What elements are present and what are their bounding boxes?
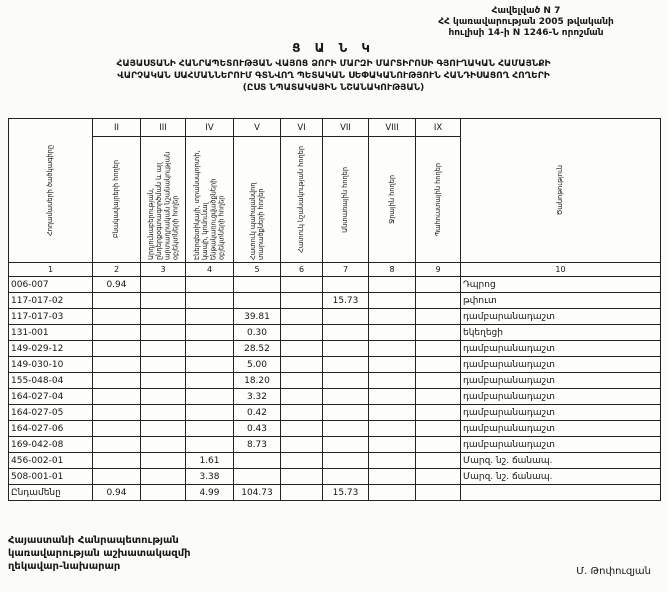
area-value-cell: 18.20 <box>234 373 281 389</box>
area-value-cell: 0.42 <box>234 405 281 421</box>
note-cell: դամբարանադաշտ <box>461 389 661 405</box>
area-value-cell <box>93 309 141 325</box>
note-cell: դամբարանադաշտ <box>461 357 661 373</box>
area-value-cell: 0.30 <box>234 325 281 341</box>
area-value-cell <box>141 437 186 453</box>
table-row <box>9 277 661 293</box>
area-value-cell: 39.81 <box>234 309 281 325</box>
roman-numeral: VII <box>323 119 369 137</box>
header-category <box>323 137 369 263</box>
column-number: 10 <box>461 263 661 277</box>
area-value-cell <box>369 357 416 373</box>
roman-numeral: IV <box>186 119 234 137</box>
area-value-cell <box>93 357 141 373</box>
area-value-cell: 3.38 <box>186 469 234 485</box>
header-category <box>369 137 416 263</box>
area-value-cell <box>369 421 416 437</box>
header-category-label: Ջրային հողեր <box>387 175 396 224</box>
header-category-label: Անտառային հողեր <box>341 166 350 233</box>
subtitle-line: (ԸՍՏ ՆՊԱՏԱԿԱՅԻՆ ՆՇԱՆԱԿՈՒԹՅԱՆ) <box>242 83 425 94</box>
area-value-cell <box>416 389 461 405</box>
area-value-cell <box>234 293 281 309</box>
header-category <box>416 137 461 263</box>
area-value-cell <box>369 277 416 293</box>
header-category <box>141 137 186 263</box>
column-number-row <box>9 263 661 277</box>
area-value-cell <box>186 405 234 421</box>
column-number: 6 <box>281 263 323 277</box>
parcel-code-cell: 508-001-01 <box>9 469 93 485</box>
area-value-cell <box>186 309 234 325</box>
area-value-cell <box>416 485 461 501</box>
parcel-code-cell: 164-027-05 <box>9 405 93 421</box>
table-body <box>9 277 661 501</box>
area-value-cell <box>323 405 369 421</box>
total-label-cell: Ընդամենը <box>9 485 93 501</box>
table-row <box>9 293 661 309</box>
area-value-cell <box>186 293 234 309</box>
area-value-cell <box>234 453 281 469</box>
note-cell: եկեղեցի <box>461 325 661 341</box>
roman-numeral: VI <box>281 119 323 137</box>
area-value-cell <box>416 405 461 421</box>
column-number: 5 <box>234 263 281 277</box>
table-row <box>9 437 661 453</box>
area-value-cell <box>186 421 234 437</box>
note-cell: Դպրոց <box>461 277 661 293</box>
table-row <box>9 357 661 373</box>
issuer-block <box>8 534 328 573</box>
area-value-cell <box>323 373 369 389</box>
roman-numeral-row <box>9 119 661 137</box>
header-category <box>234 137 281 263</box>
table-row <box>9 309 661 325</box>
parcel-code-cell: 117-017-02 <box>9 293 93 309</box>
area-value-cell <box>281 453 323 469</box>
parcel-code-cell: 164-027-06 <box>9 421 93 437</box>
area-value-cell <box>141 421 186 437</box>
table-row <box>9 421 661 437</box>
area-value-cell <box>369 293 416 309</box>
roman-numeral: IX <box>416 119 461 137</box>
note-cell: Մարզ. նշ. ճանապ. <box>461 469 661 485</box>
area-value-cell <box>323 341 369 357</box>
parcel-code-cell: 456-002-01 <box>9 453 93 469</box>
area-value-cell <box>416 469 461 485</box>
area-value-cell <box>416 357 461 373</box>
header-parcel-code-label: Հողամասերի ծածկագիրը <box>46 144 55 237</box>
area-value-cell: 3.32 <box>234 389 281 405</box>
area-value-cell <box>234 469 281 485</box>
area-value-cell <box>141 389 186 405</box>
area-value-cell: 8.73 <box>234 437 281 453</box>
land-parcels-table <box>8 118 661 501</box>
area-value-cell <box>281 421 323 437</box>
area-value-cell <box>416 325 461 341</box>
area-value-cell <box>141 485 186 501</box>
area-value-cell <box>416 277 461 293</box>
area-value-cell <box>141 373 186 389</box>
parcel-code-cell: 164-027-04 <box>9 389 93 405</box>
parcel-code-cell: 169-042-08 <box>9 437 93 453</box>
area-value-cell <box>323 325 369 341</box>
area-value-cell <box>369 469 416 485</box>
area-value-cell <box>93 469 141 485</box>
parcel-code-cell: 149-030-10 <box>9 357 93 373</box>
area-value-cell <box>369 373 416 389</box>
area-value-cell <box>281 357 323 373</box>
area-value-cell <box>141 277 186 293</box>
subtitle-line: ՎԱՐՉԱԿԱՆ ՍԱՀՄԱՆՆԵՐՈՒՄ ԳՏՆՎՈՂ ՊԵՏԱԿԱՆ ՍԵՓԱԿԱՆՈՒԹՅՈՒՆ ՀԱՆԴԻՍԱՑՈՂ ՀՈՂԵՐԻ <box>117 71 550 82</box>
area-value-cell <box>281 341 323 357</box>
total-row <box>9 485 661 501</box>
appendix-block <box>391 6 661 39</box>
area-value-cell <box>141 453 186 469</box>
note-cell: դամբարանադաշտ <box>461 373 661 389</box>
area-value-cell <box>416 453 461 469</box>
area-value-cell <box>369 389 416 405</box>
area-value-cell <box>234 277 281 293</box>
header-category-label: Բնակավայրերի հողեր <box>112 160 121 239</box>
area-value-cell <box>369 325 416 341</box>
area-value-cell <box>93 341 141 357</box>
roman-numeral: III <box>141 119 186 137</box>
parcel-code-cell: 149-029-12 <box>9 341 93 357</box>
area-value-cell <box>93 405 141 421</box>
area-value-cell <box>323 437 369 453</box>
header-category <box>186 137 234 263</box>
table-row <box>9 405 661 421</box>
header-category-label: Հատուկ պահպանվող տարածքների հողեր <box>248 182 265 260</box>
column-number: 4 <box>186 263 234 277</box>
area-value-cell: 104.73 <box>234 485 281 501</box>
area-value-cell <box>281 277 323 293</box>
area-value-cell <box>369 341 416 357</box>
area-value-cell <box>141 293 186 309</box>
parcel-code-cell: 006-007 <box>9 277 93 293</box>
area-value-cell <box>93 389 141 405</box>
area-value-cell: 1.61 <box>186 453 234 469</box>
appendix-line: Հավելված N 7 <box>491 6 561 16</box>
appendix-line: ՀՀ կառավարության 2005 թվականի <box>438 16 614 27</box>
area-value-cell <box>416 309 461 325</box>
issuer-line: ղեկավար-նախարար <box>8 561 121 572</box>
area-value-cell: 0.94 <box>93 485 141 501</box>
table-row <box>9 389 661 405</box>
area-value-cell: 0.43 <box>234 421 281 437</box>
area-value-cell <box>141 309 186 325</box>
area-value-cell <box>416 437 461 453</box>
area-value-cell <box>281 469 323 485</box>
roman-numeral: V <box>234 119 281 137</box>
table-row <box>9 469 661 485</box>
table-row <box>9 341 661 357</box>
area-value-cell <box>93 293 141 309</box>
parcel-code-cell: 131-001 <box>9 325 93 341</box>
area-value-cell: 15.73 <box>323 485 369 501</box>
area-value-cell <box>93 421 141 437</box>
area-value-cell <box>281 325 323 341</box>
area-value-cell <box>323 277 369 293</box>
area-value-cell <box>93 437 141 453</box>
issuer-line: կառավարության աշխատակազմի <box>8 548 191 559</box>
area-value-cell <box>186 325 234 341</box>
column-number: 9 <box>416 263 461 277</box>
area-value-cell <box>141 357 186 373</box>
column-number: 8 <box>369 263 416 277</box>
area-value-cell <box>281 389 323 405</box>
page-title: Ց Ա Ն Կ <box>292 41 375 55</box>
roman-numeral: VIII <box>369 119 416 137</box>
area-value-cell: 4.99 <box>186 485 234 501</box>
column-number: 2 <box>93 263 141 277</box>
area-value-cell <box>281 437 323 453</box>
area-value-cell <box>93 373 141 389</box>
area-value-cell <box>186 437 234 453</box>
header-parcel-code <box>9 119 93 263</box>
column-number: 7 <box>323 263 369 277</box>
subtitle-line: ՀԱՅԱՍՏԱՆԻ ՀԱՆՐԱՊԵՏՈՒԹՅԱՆ ՎԱՅՈՑ ՁՈՐԻ ՄԱՐԶԻ ՄԱՐՏԻՐՈՍԻ ԳՅՈՒՂԱԿԱՆ ՀԱՄԱՅՆՔԻ <box>116 59 551 69</box>
header-category-label: Էներգետիկայի, տրանսպորտի, կապի, կոմունալ ենթակառուցվածքների օբյեկտների հողեր <box>193 150 226 260</box>
note-cell: դամբարանադաշտ <box>461 405 661 421</box>
area-value-cell <box>186 341 234 357</box>
header-category-label: Արդյունաբերության, ընդերքօգտագործման և այլ արտադրական նշանակության օբյեկտների հողեր <box>146 151 180 260</box>
area-value-cell <box>416 373 461 389</box>
area-value-cell <box>416 341 461 357</box>
area-value-cell: 5.00 <box>234 357 281 373</box>
note-cell: դամբարանադաշտ <box>461 309 661 325</box>
area-value-cell <box>323 357 369 373</box>
area-value-cell <box>323 309 369 325</box>
area-value-cell <box>369 309 416 325</box>
note-cell: թփուտ <box>461 293 661 309</box>
area-value-cell <box>186 277 234 293</box>
area-value-cell: 0.94 <box>93 277 141 293</box>
area-value-cell <box>416 421 461 437</box>
area-value-cell: 15.73 <box>323 293 369 309</box>
area-value-cell <box>141 341 186 357</box>
note-cell <box>461 485 661 501</box>
area-value-cell <box>369 405 416 421</box>
area-value-cell <box>323 389 369 405</box>
area-value-cell <box>323 453 369 469</box>
issuer-line: Հայաստանի Հանրապետության <box>8 535 179 546</box>
area-value-cell <box>186 373 234 389</box>
area-value-cell: 28.52 <box>234 341 281 357</box>
area-value-cell <box>141 469 186 485</box>
parcel-code-cell: 155-048-04 <box>9 373 93 389</box>
header-category-label: Պահուստային հողեր <box>433 162 442 237</box>
header-note-label: Ծանոթություն <box>556 165 565 216</box>
area-value-cell <box>281 293 323 309</box>
header-category-label: Հատուկ նշանակության հողեր <box>297 146 306 253</box>
area-value-cell <box>93 453 141 469</box>
area-value-cell <box>369 453 416 469</box>
area-value-cell <box>416 293 461 309</box>
area-value-cell <box>281 373 323 389</box>
appendix-line: հուլիսի 14-ի N 1246-Ն որոշման <box>448 27 604 38</box>
area-value-cell <box>369 437 416 453</box>
area-value-cell <box>281 405 323 421</box>
area-value-cell <box>323 421 369 437</box>
area-value-cell <box>93 325 141 341</box>
document-subtitle <box>0 58 667 94</box>
header-note <box>461 119 661 263</box>
roman-numeral: II <box>93 119 141 137</box>
signature-name: Մ. Թոփուզյան <box>576 566 651 577</box>
area-value-cell <box>369 485 416 501</box>
area-value-cell <box>186 389 234 405</box>
parcel-code-cell: 117-017-03 <box>9 309 93 325</box>
note-cell: դամբարանադաշտ <box>461 341 661 357</box>
table-row <box>9 373 661 389</box>
column-number: 3 <box>141 263 186 277</box>
table-row <box>9 453 661 469</box>
column-number: 1 <box>9 263 93 277</box>
note-cell: Մարզ. նշ. ճանապ. <box>461 453 661 469</box>
table-row <box>9 325 661 341</box>
header-category <box>93 137 141 263</box>
note-cell: դամբարանադաշտ <box>461 437 661 453</box>
area-value-cell <box>141 405 186 421</box>
area-value-cell <box>323 469 369 485</box>
area-value-cell <box>281 485 323 501</box>
note-cell: դամբարանադաշտ <box>461 421 661 437</box>
header-category <box>281 137 323 263</box>
area-value-cell <box>141 325 186 341</box>
area-value-cell <box>281 309 323 325</box>
area-value-cell <box>186 357 234 373</box>
